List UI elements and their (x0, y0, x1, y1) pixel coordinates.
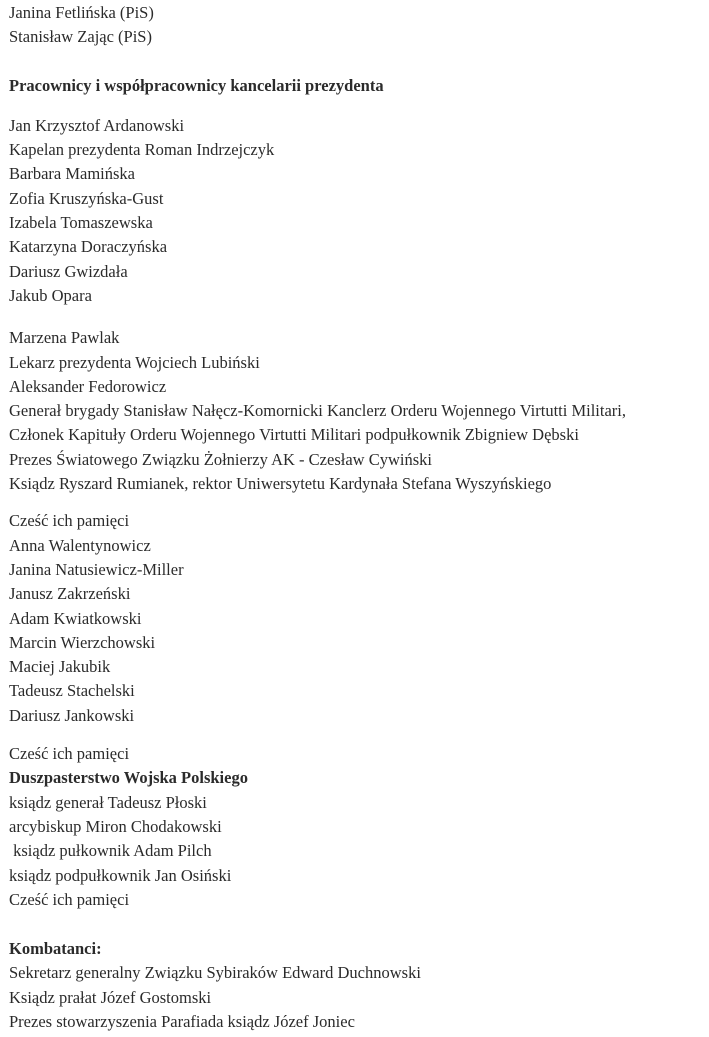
text-line: Ksiądz Ryszard Rumianek, rektor Uniwersytetu Kardynała Stefana Wyszyńskiego (9, 474, 552, 494)
text-line: Generał brygady Stanisław Nałęcz-Komornicki Kanclerz Orderu Wojennego Virtutti Militari, (9, 401, 627, 421)
paragraph (9, 114, 703, 308)
text-line: Prezes stowarzyszenia Parafiada ksiądz Józef Joniec (9, 1011, 355, 1031)
text-line: Katarzyna Doraczyńska (9, 237, 168, 257)
paragraph (9, 326, 703, 496)
section-heading: Kombatanci: (9, 939, 102, 959)
text-line: Izabela Tomaszewska (9, 213, 153, 233)
text-line: Cześć ich pamięci (9, 889, 130, 909)
text-line: Jakub Opara (9, 285, 92, 305)
text-line: ksiądz pułkownik Adam Pilch (9, 841, 212, 861)
text-line: Janina Fetlińska (PiS) (9, 3, 154, 22)
text-line: Kapelan prezydenta Roman Indrzejczyk (9, 140, 275, 160)
text-line: Marzena Pawlak (9, 328, 120, 348)
text-line: Dariusz Jankowski (9, 705, 135, 725)
text-line: Anna Walentynowicz (9, 535, 151, 555)
text-line: Adam Kwiatkowski (9, 608, 142, 628)
paragraph (9, 937, 703, 1034)
paragraph (9, 74, 703, 98)
text-line: Dariusz Gwizdała (9, 261, 128, 281)
text-line: Marcin Wierzchowski (9, 632, 156, 652)
paragraph (9, 742, 703, 912)
paragraph (9, 1, 703, 50)
text-line: Tadeusz Stachelski (9, 681, 135, 701)
text-line: Stanisław Zając (PiS) (9, 27, 152, 47)
text-line: Janina Natusiewicz-Miller (9, 559, 184, 579)
text-line: Janusz Zakrzeński (9, 584, 131, 604)
paragraph (9, 509, 703, 728)
text-line: Barbara Mamińska (9, 164, 135, 184)
text-line: Aleksander Fedorowicz (9, 376, 167, 396)
text-line: Zofia Kruszyńska-Gust (9, 188, 164, 208)
text-line: Sekretarz generalny Związku Sybiraków Edward Duchnowski (9, 963, 421, 983)
text-line: Cześć ich pamięci (9, 744, 130, 764)
text-line: ksiądz generał Tadeusz Płoski (9, 792, 207, 812)
text-line: Ksiądz prałat Józef Gostomski (9, 987, 212, 1007)
text-line: Członek Kapituły Orderu Wojennego Virtutti Militari podpułkownik Zbigniew Dębski (9, 425, 579, 445)
text-line: Prezes Światowego Związku Żołnierzy AK - Czesław Cywiński (9, 449, 432, 469)
section-heading: Duszpasterstwo Wojska Polskiego (9, 768, 248, 788)
text-line: Jan Krzysztof Ardanowski (9, 115, 185, 135)
text-line: arcybiskup Miron Chodakowski (9, 816, 222, 836)
text-line: Cześć ich pamięci (9, 511, 130, 531)
text-line: Maciej Jakubik (9, 657, 111, 677)
section-heading: Pracownicy i współpracownicy kancelarii prezydenta (9, 75, 384, 95)
text-line: Lekarz prezydenta Wojciech Lubiński (9, 352, 260, 372)
text-line: ksiądz podpułkownik Jan Osiński (9, 865, 232, 885)
